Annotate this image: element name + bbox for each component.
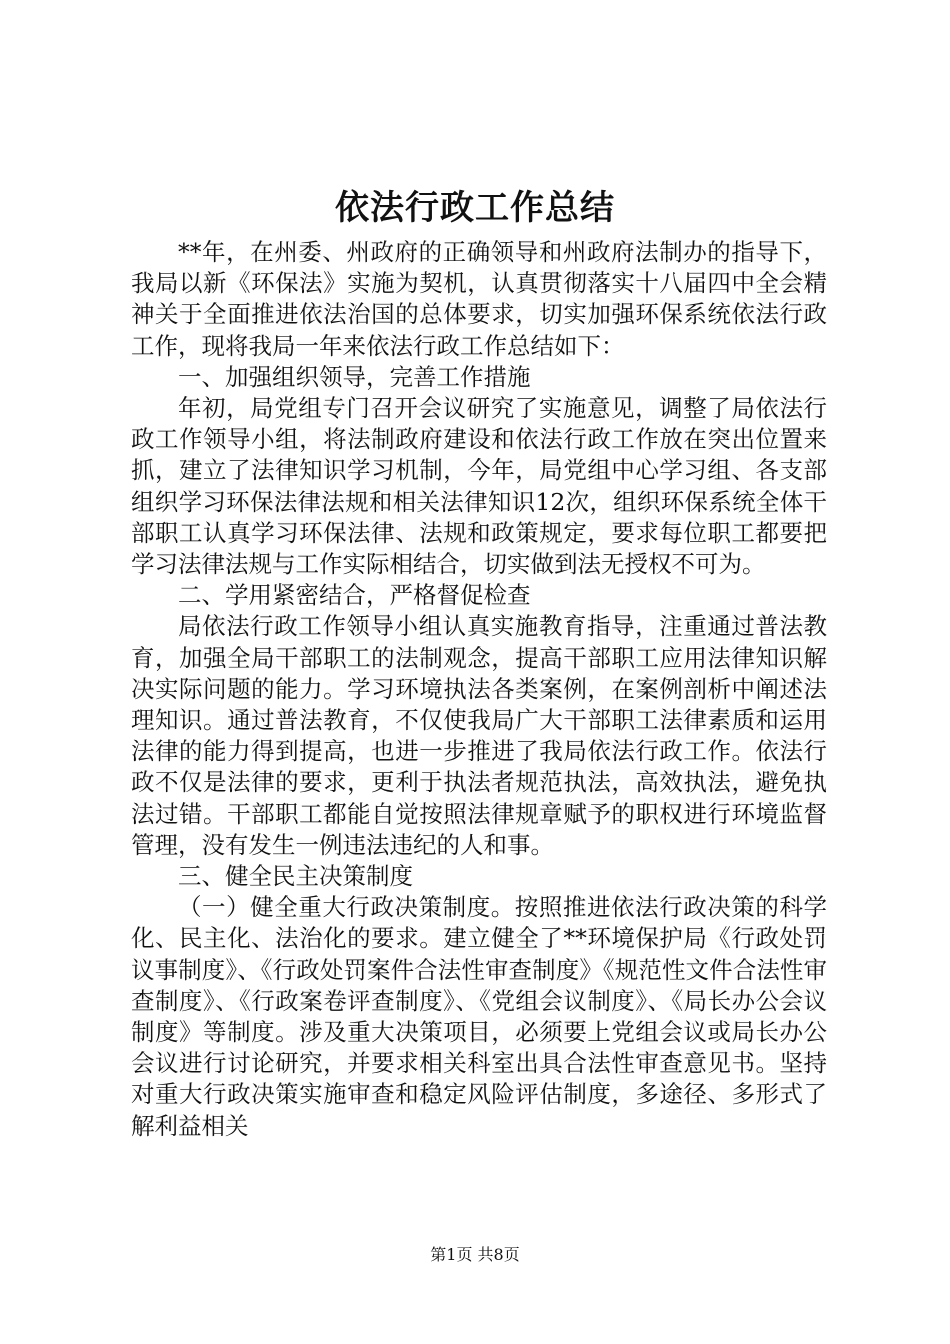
- section-heading-2: 二、学用紧密结合，严格督促检查: [178, 581, 531, 610]
- paragraph-section-2: 局依法行政工作领导小组认真实施教育指导，注重通过普法教育，加强全局干部职工的法制观念，提高干部职工应用法律知识解决实际问题的能力。学习环境执法各类案例，在案例剖析中阐述法理知识。通过普法教育，不仅使我局广大干部职工法律素质和运用法律的能力得到提高，也进一步推进了我局依法行政工作。依法行政不仅是法律的要求，更利于执法者规范执法，高效执法，避免执法过错。干部职工都能自觉按照法律规章赋予的职权进行环境监督管理，没有发生一例违法违纪的人和事。: [131, 612, 827, 859]
- document-body: [131, 237, 827, 1142]
- paragraph-intro: **年，在州委、州政府的正确领导和州政府法制办的指导下，我局以新《环保法》实施为契机，认真贯彻落实十八届四中全会精神关于全面推进依法治国的总体要求，切实加强环保系统依法行政工作，现将我局一年来依法行政工作总结如下：: [131, 238, 827, 360]
- page-footer: 第1页 共8页: [430, 1245, 520, 1264]
- section-heading-3: 三、健全民主决策制度: [178, 862, 413, 891]
- paragraph-section-3: （一）健全重大行政决策制度。按照推进依法行政决策的科学化、民主化、法治化的要求。建立健全了**环境保护局《行政处罚议事制度》、《行政处罚案件合法性审查制度》《规范性文件合法性审查制度》、《行政案卷评查制度》、《党组会议制度》、《局长办公会议制度》等制度。涉及重大决策项目，必须要上党组会议或局长办公会议进行讨论研究，并要求相关科室出具合法性审查意见书。坚持对重大行政决策实施审查和稳定风险评估制度，多途径、多形式了解利益相关: [131, 893, 827, 1140]
- section-heading-1: 一、加强组织领导，完善工作措施: [178, 362, 531, 391]
- paragraph-section-1: 年初，局党组专门召开会议研究了实施意见，调整了局依法行政工作领导小组，将法制政府建设和依法行政工作放在突出位置来抓，建立了法律知识学习机制，今年，局党组中心学习组、各支部组织学习环保法律法规和相关法律知识12次，组织环保系统全体干部职工认真学习环保法律、法规和政策规定，要求每位职工都要把学习法律法规与工作实际相结合，切实做到法无授权不可为。: [131, 394, 827, 579]
- document-title: 依法行政工作总结: [335, 188, 615, 228]
